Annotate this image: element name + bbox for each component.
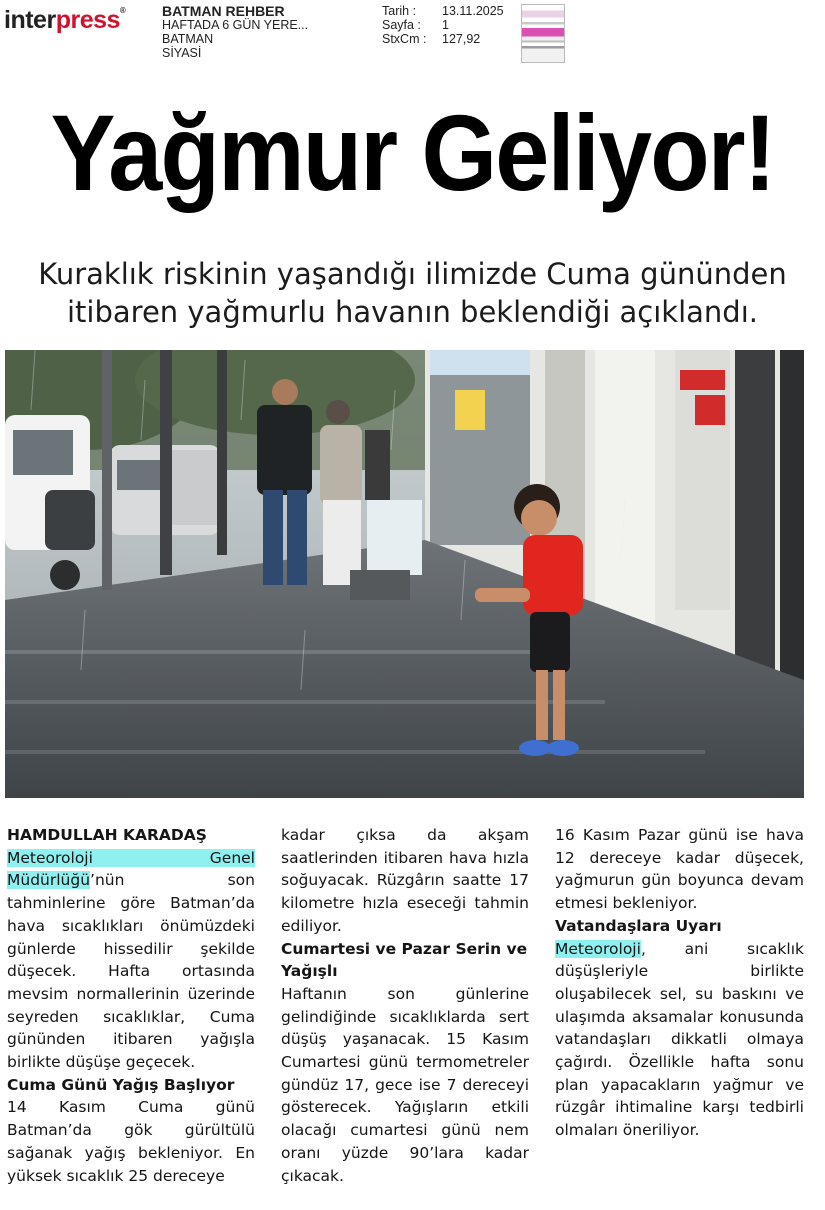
highlighted-term: Meteoroloji	[555, 939, 641, 958]
paragraph-2: 14 Kasım Cuma günü Batman’da gök gürültülü sağanak yağış bekleniyor. En yüksek sıcaklık 25 dereceye	[7, 1098, 255, 1185]
publication-category: SİYASİ	[162, 46, 202, 60]
publication-city: BATMAN	[162, 32, 214, 46]
article-column-1	[7, 824, 255, 1187]
headline: Yağmur Geliyor!	[50, 92, 775, 213]
paragraph-1: Meteoroloji Genel Müdürlüğü’nün son tahminlerine göre Batman’da hava sıcaklıkları önümüzdeki günlerde hissedilir şekilde düşecek. Hafta ortasında mevsim normallerinin üzerinde seyreden sıcaklıklar, Cuma gününden itibaren yağışla birlikte düşüşe geçecek.	[7, 848, 255, 1072]
paragraph-2-continued: kadar çıksa da akşam saatlerinden itibaren hava hızla soğuyacak. Rüzgârın saatte 17 kilometre hızla eseceği tahmin ediliyor.	[281, 826, 529, 935]
clipping-meta	[382, 4, 504, 46]
stxcm-value: 127,92	[442, 32, 481, 46]
page-thumbnail[interactable]	[521, 4, 565, 63]
interpress-logo: interpress®	[4, 6, 126, 34]
section-heading-2: Cumartesi ve Pazar Serin ve Yağışlı	[281, 939, 528, 981]
paragraph-5: Meteoroloji, ani sıcaklık düşüşleriyle birlikte oluşabilecek sel, su baskını ve ulaşımda aksamalar konusunda vatandaşları dikkatli olmaya çağırdı. Özellikle hafta sonu plan yapacakların yağmur ve rüzgâr ihtimaline karşı tedbirli olmaları öneriliyor.	[555, 939, 804, 1140]
publication-slogan: HAFTADA 6 GÜN YERE...	[162, 18, 309, 32]
article-column-2	[281, 824, 529, 1187]
rainy-street-illustration	[5, 350, 804, 798]
author-byline: HAMDULLAH KARADAŞ	[7, 826, 207, 844]
date-label: Tarih :	[382, 4, 417, 18]
section-heading-3: Vatandaşlara Uyarı	[555, 916, 722, 935]
page-value: 1	[442, 18, 449, 32]
paragraph-3: Haftanın son günlerine gelindiğinde sıcaklıklarda sert düşüş yaşanacak. 15 Kasım Cumartesi günü termometreler gündüz 17, gece ise 7 dereceyi gösterecek. Yağışların etkili olacağı cumartesi günü nem oranı yüzde 90’lara kadar çıkacak.	[281, 984, 529, 1185]
date-value: 13.11.2025	[442, 4, 504, 18]
article-photo	[5, 350, 804, 798]
page-label: Sayfa :	[382, 18, 421, 32]
publication-info	[162, 4, 308, 60]
stxcm-label: StxCm :	[382, 32, 427, 46]
subheadline-line-2: itibaren yağmurlu havanın beklendiği açıklandı.	[67, 295, 758, 329]
publication-name: BATMAN REHBER	[162, 3, 285, 19]
article-column-3	[555, 824, 804, 1142]
subheadline	[0, 255, 825, 331]
section-heading-1: Cuma Günü Yağış Başlıyor	[7, 1075, 235, 1094]
paragraph-4: 16 Kasım Pazar günü ise hava 12 dereceye kadar düşecek, yağmurun gün boyunca devam etmesi bekleniyor.	[555, 826, 804, 913]
highlighted-term: Meteoroloji Genel Müdürlüğü	[7, 848, 255, 890]
subheadline-line-1: Kuraklık riskinin yaşandığı ilimizde Cuma gününden	[38, 257, 787, 291]
